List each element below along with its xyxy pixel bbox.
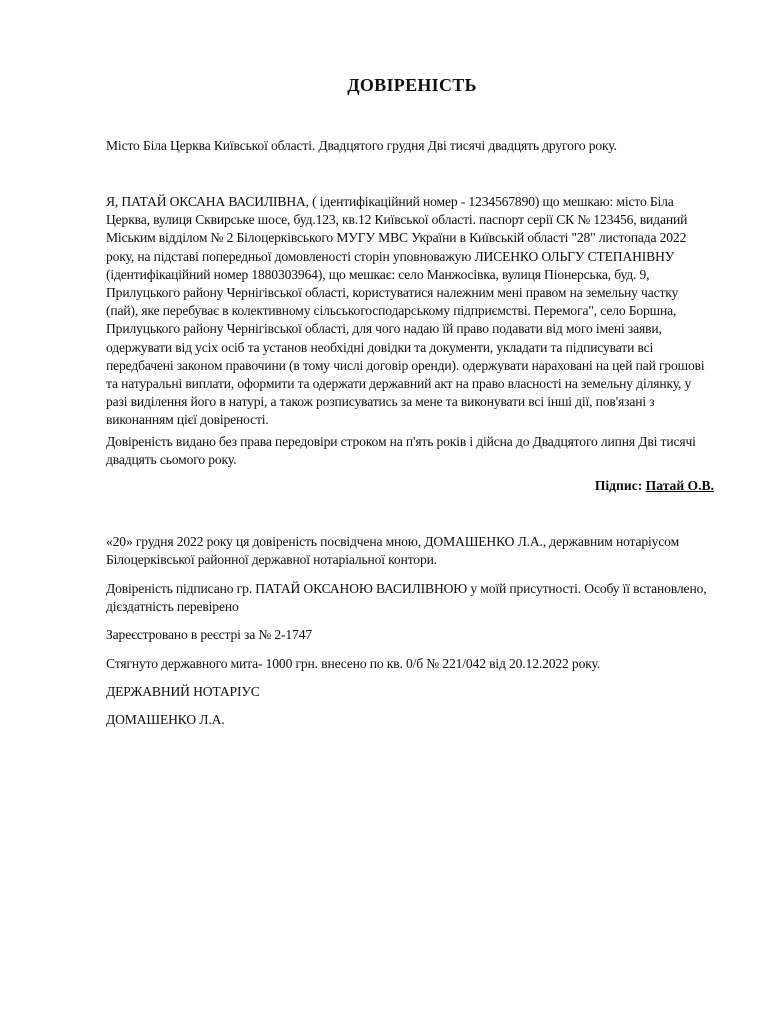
notary-name: ДОМАШЕНКО Л.А. <box>106 712 225 727</box>
document-title: ДОВІРЕНІСТЬ <box>347 75 477 95</box>
main-authorization-paragraph: Я, ПАТАЙ ОКСАНА ВАСИЛІВНА, ( ідентифікаційний номер - 1234567890) що мешкаю: місто Біла Церква, вулиця Сквирське шосе, буд.123, кв.12 Київської області. паспорт серії СК № 123456, виданий Міським відділом № 2 Білоцерківського МУГУ МВС України в Київській області "28" листопада 2022 року, на підставі попередньої домовленості сторін уповноважую ЛИСЕНКО ОЛЬГУ СТЕПАНІВНУ (ідентифікаційний номер 1880303964), що мешкає: село Манжосівка, вулиця Піонерська, буд. 9, Прилуцького району Чернігівської області, користуватися належним мені правом на земельну частку (пай), яке перебуває в колективному сільськогосподарському підприємстві. Перемога", село Боршна, Прилуцького району Чернігівської області, для чого надаю їй право подавати від мого імені заяви, одержувати від усіх осіб та установ необхідні довідки та документи, укладати та підписувати всі передбачені законом правочини (в тому числі договір оренди). одержувати нараховані на цей пай грошові та натуральні виплати, оформити та одержати державний акт на право власності на земельну ділянку, у разі виділення його в натурі, а також розписуватись за мене та виконувати всі інші дії, пов'язані з виконанням цієї довіреності. <box>106 194 705 428</box>
notary-title: ДЕРЖАВНИЙ НОТАРІУС <box>106 684 260 699</box>
fee-paragraph: Стягнуто державного мита- 1000 грн. внесено по кв. 0/б № 221/042 від 20.12.2022 року. <box>106 656 601 671</box>
signed-by-paragraph: Довіреність підписано гр. ПАТАЙ ОКСАНОЮ ВАСИЛІВНОЮ у моїй присутності. Особу її встановлено, дієздатність перевірено <box>106 581 707 615</box>
place-date-paragraph: Місто Біла Церква Київської області. Двадцятого грудня Дві тисячі двадцять другого року. <box>106 138 617 153</box>
signature-line <box>595 478 714 494</box>
validity-paragraph: Довіреність видано без права передовіри строком на п'ять років і дійсна до Двадцятого липня Дві тисячі двадцять сьомого року. <box>106 434 696 468</box>
registry-paragraph: Зареєстровано в реєстрі за № 2-1747 <box>106 627 313 642</box>
signature-label: Підпис: <box>594 478 643 493</box>
notary-certification-paragraph: «20» грудня 2022 року ця довіреність посвідчена мною, ДОМАШЕНКО Л.А., державним нотаріусом Білоцерківської районної державної нотаріальної контори. <box>106 534 680 568</box>
document-page <box>106 0 718 1024</box>
signature-name: Патай О.В. <box>645 478 714 493</box>
